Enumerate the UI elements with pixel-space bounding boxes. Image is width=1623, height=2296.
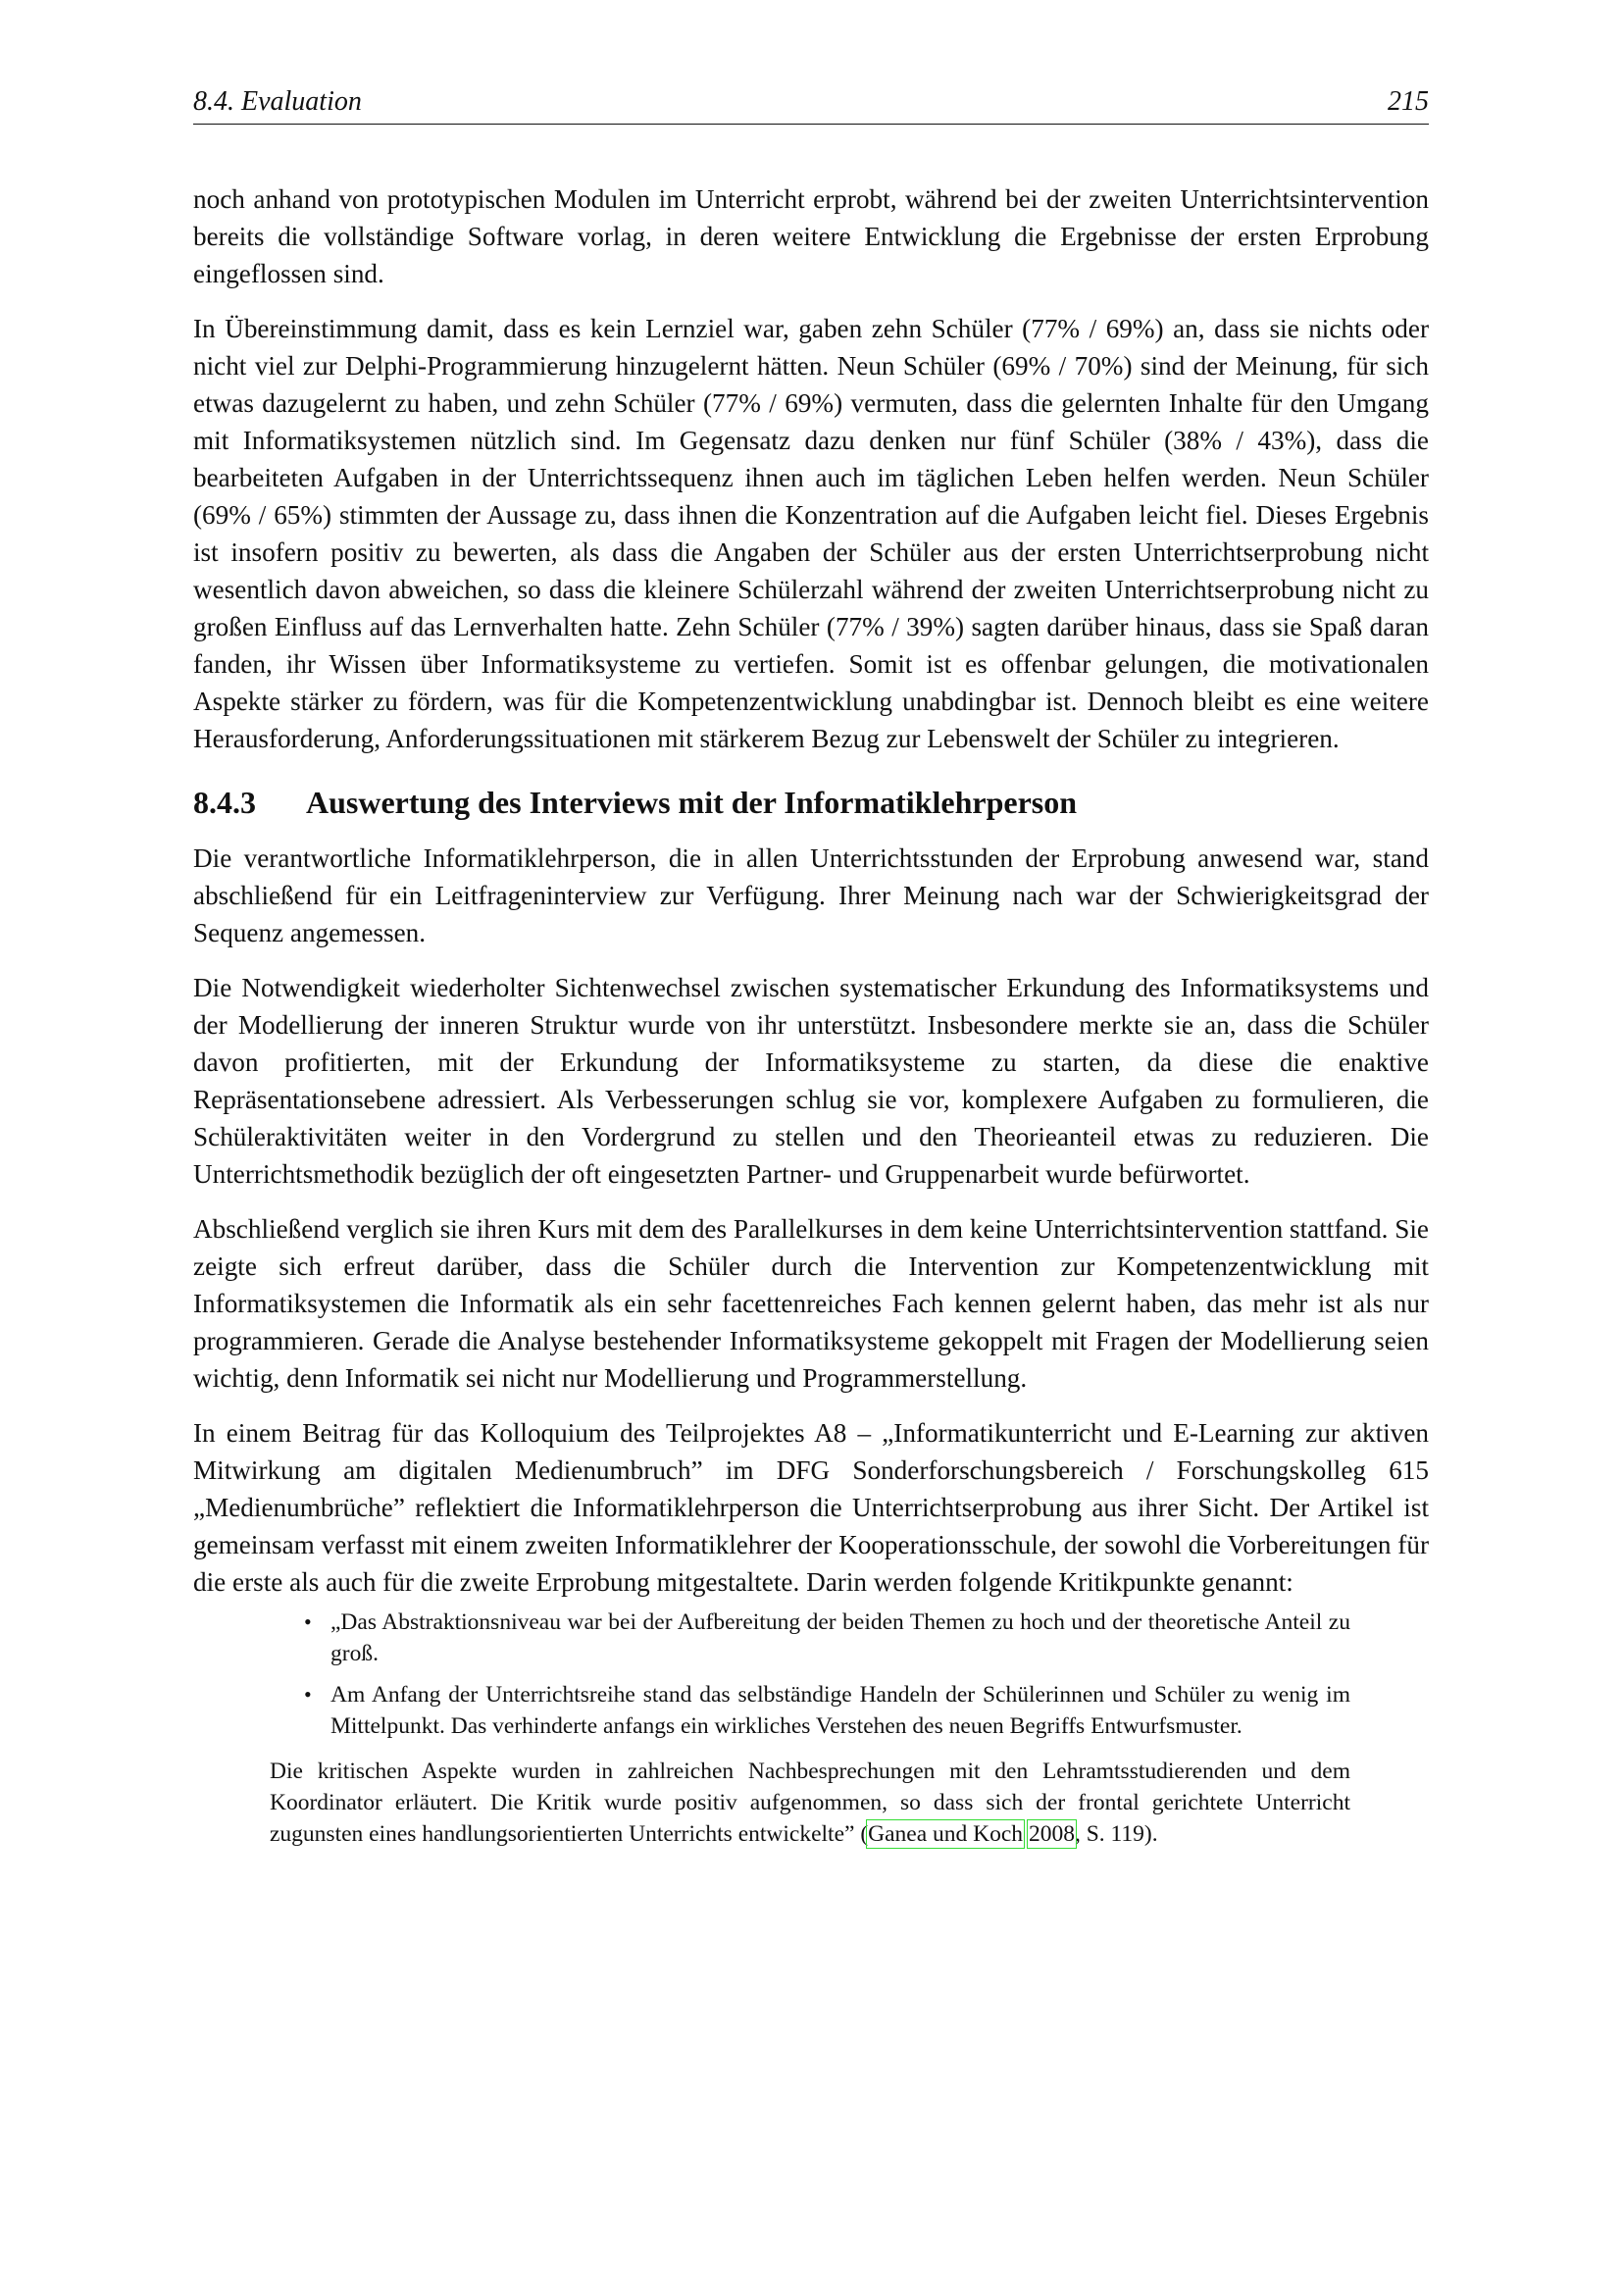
citation-authors-link[interactable]: Ganea und Koch (868, 1821, 1024, 1847)
paragraph-perspective-change: Die Notwendigkeit wiederholter Sichtenwechsel zwischen systematischer Erkundung des Informatiksystems und der Modellierung der inneren Struktur wurde von ihr unterstützt. Insbesondere merkte sie an, dass die Schüler davon profitierten, mit der Erkundung der Informatiksysteme zu starten, da diese die enaktive Repräsentationsebene adressiert. Als Verbesserungen schlug sie vor, komplexere Aufgaben zu formulieren, die Schüleraktivitäten weiter in den Vordergrund zu stellen und den Theorieanteil etwas zu reduzieren. Die Unterrichtsmethodik bezüglich der oft eingesetzten Partner- und Gruppenarbeit wurde befürwortet. (193, 973, 1429, 1189)
paragraph-course-comparison: Abschließend verglich sie ihren Kurs mit dem des Parallelkurses in dem keine Unterrichtsintervention stattfand. Sie zeigte sich erfreut darüber, dass die Schüler durch die Intervention zur Kompetenzentwicklung mit Informatiksystemen die Informatik als ein sehr facettenreiches Fach kennen gelernt haben, das mehr ist als nur programmieren. Gerade die Analyse bestehender Informatiksysteme gekoppelt mit Fragen der Modellierung seien wichtig, denn Informatik sei nicht nur Modellierung und Programmerstellung. (193, 1214, 1429, 1393)
paragraph-interview-intro: Die verantwortliche Informatiklehrperson, die in allen Unterrichtsstunden der Erprobung anwesend war, stand abschließend für ein Leitfrageninterview zur Verfügung. Ihrer Meinung nach war der Schwierigkeitsgrad der Sequenz angemessen. (193, 843, 1429, 947)
section-heading (193, 783, 1429, 822)
citation-suffix: , S. 119). (1074, 1821, 1158, 1847)
critique-item (193, 1607, 1429, 1669)
paragraph-survey-results: In Übereinstimmung damit, dass es kein Lernziel war, gaben zehn Schüler (77% / 69%) an, dass sie nichts oder nicht viel zur Delphi-Programmierung hinzugelernt hätten. Neun Schüler (69% / 70%) sind der Meinung, für sich etwas dazugelernt zu haben, und zehn Schüler (77% / 69%) vermuten, dass die gelernten Inhalte für den Umgang mit Informatiksystemen nützlich sind. Im Gegensatz dazu denken nur fünf Schüler (38% / 43%), dass die bearbeiteten Aufgaben in der Unterrichtssequenz ihnen auch im täglichen Leben helfen werden. Neun Schüler (69% / 65%) stimmten der Aussage zu, dass ihnen die Konzentration auf die Aufgaben leicht fiel. Dieses Ergebnis ist insofern positiv zu bewerten, als dass die Angaben der Schüler aus der ersten Unterrichtserprobung nicht wesentlich davon abweichen, so dass die kleinere Schülerzahl während der zweiten Unterrichtserprobung nicht zu großen Einfluss auf das Lernverhalten hatte. Zehn Schüler (77% / 39%) sagten darüber hinaus, dass sie Spaß daran fanden, ihr Wissen über Informatiksysteme zu vertiefen. Somit ist es offenbar gelungen, die motivationalen Aspekte stärker zu fördern, was für die Kompetenzentwicklung unabdingbar ist. Dennoch bleibt es eine weitere Herausforderung, Anforderungssituationen mit stärkerem Bezug zur Lebenswelt der Schüler zu integrieren. (193, 314, 1429, 753)
bullet-icon: • (304, 1682, 312, 1707)
body-text (193, 180, 1429, 1850)
page-number: 215 (1388, 86, 1429, 117)
critique-item (193, 1679, 1429, 1742)
section-number: 8.4.3 (193, 785, 256, 820)
running-header (193, 84, 1429, 125)
quote-conclusion (270, 1756, 1350, 1850)
quote-conclusion-text: Die kritischen Aspekte wurden in zahlreichen Nachbesprechungen mit den Lehramtsstudierenden und dem Koordinator erläutert. Die Kritik wurde positiv aufgenommen, so dass sich der frontal gerichtete Unterricht zugunsten eines handlungsorientierten Unterrichts entwickelte” ( (270, 1759, 1350, 1847)
citation-year-link[interactable]: 2008 (1028, 1821, 1075, 1847)
section-title: Auswertung des Interviews mit der Informatiklehrperson (306, 785, 1078, 820)
critique-text: „Das Abstraktionsniveau war bei der Aufbereitung der beiden Themen zu hoch und der theoretische Anteil zu groß. (330, 1609, 1350, 1666)
paragraph-colloquium-article: In einem Beitrag für das Kolloquium des Teilprojektes A8 – „Informatikunterricht und E-Learning zur aktiven Mitwirkung am digitalen Medienumbruch” im DFG Sonderforschungsbereich / Forschungskolleg 615 „Medienumbrüche” reflektiert die Informatiklehrperson die Unterrichtserprobung aus ihrer Sicht. Der Artikel ist gemeinsam verfasst mit einem zweiten Informatiklehrer der Kooperationsschule, der sowohl die Vorbereitungen für die erste als auch für die zweite Erprobung mitgestaltete. Darin werden folgende Kritikpunkte genannt: (193, 1418, 1429, 1597)
header-section-title: 8.4. Evaluation (193, 86, 362, 117)
bullet-icon: • (304, 1609, 312, 1634)
paragraph-continuation: noch anhand von prototypischen Modulen im Unterricht erprobt, während bei der zweiten Unterrichtsintervention bereits die vollständige Software vorlag, in deren weitere Entwicklung die Ergebnisse der ersten Erprobung eingeflossen sind. (193, 184, 1429, 288)
critique-list (193, 1607, 1429, 1742)
critique-text: Am Anfang der Unterrichtsreihe stand das selbständige Handeln der Schülerinnen und Schüler zu wenig im Mittelpunkt. Das verhinderte anfangs ein wirkliches Verstehen des neuen Begriffs Entwurfsmuster. (330, 1682, 1350, 1739)
